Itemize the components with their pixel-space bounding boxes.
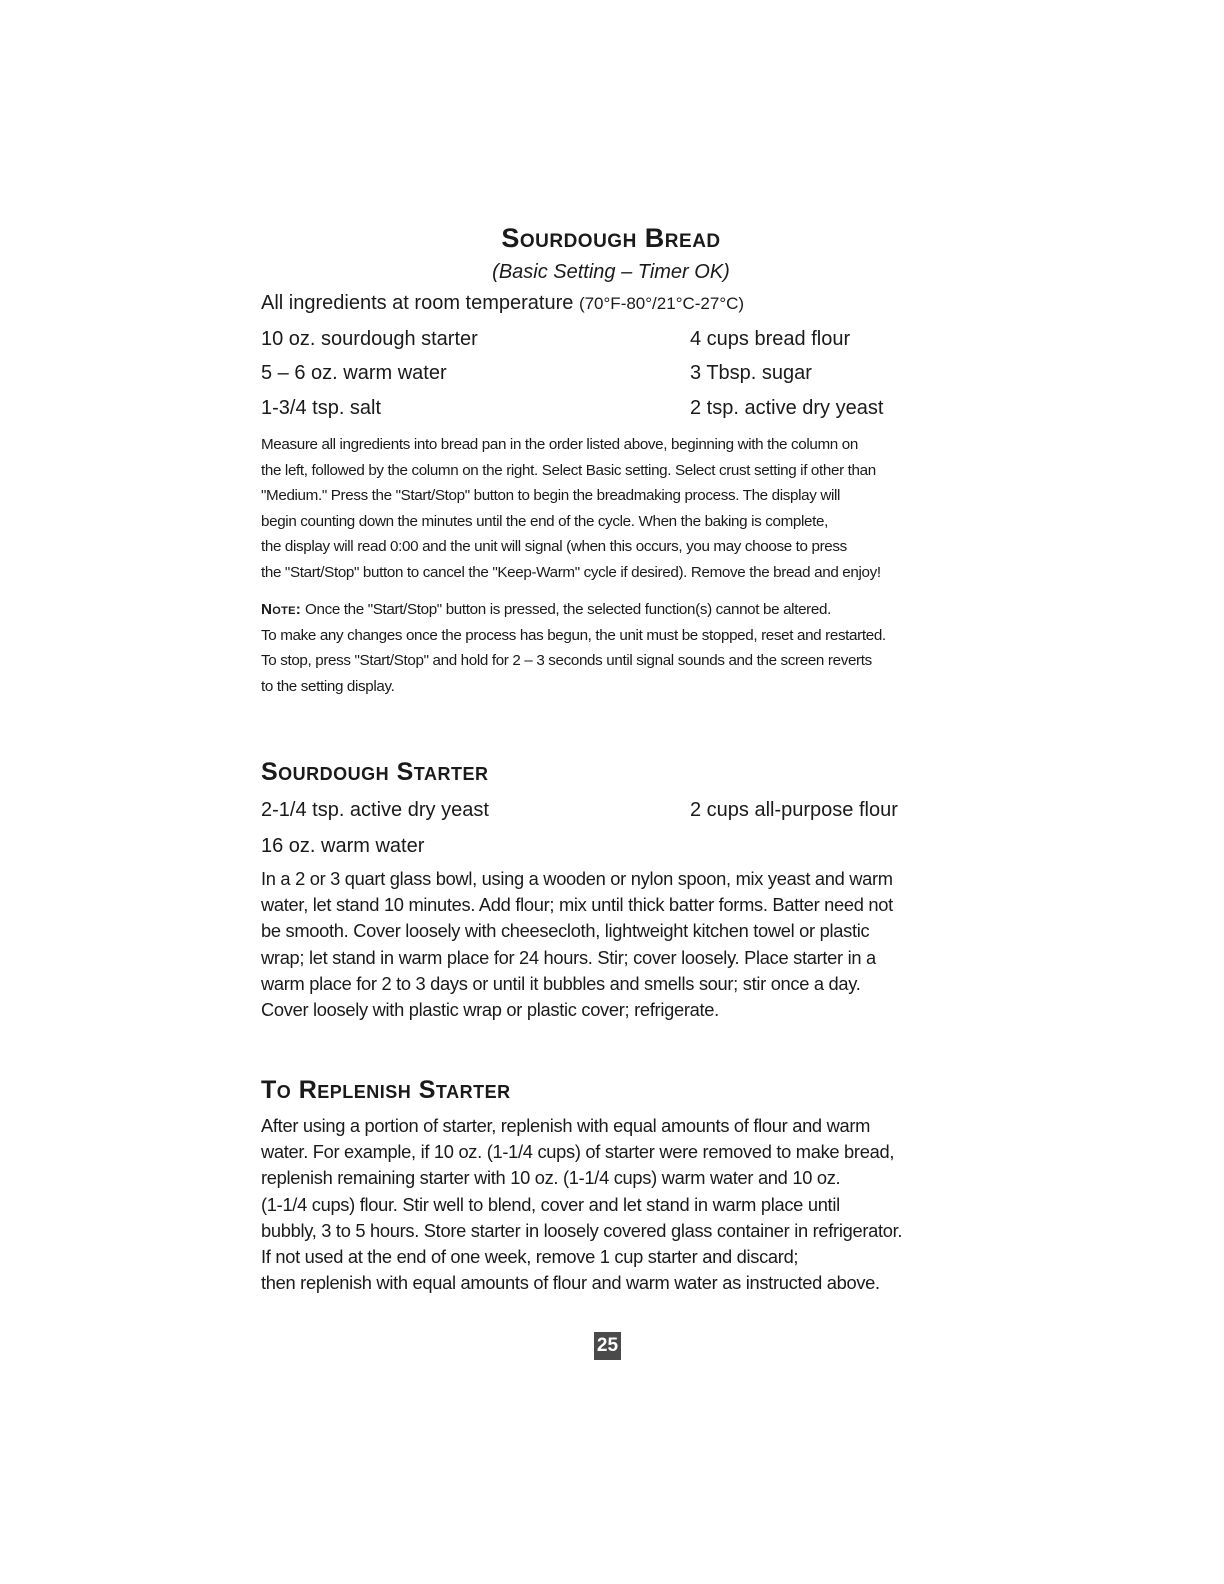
note-label: Note: xyxy=(261,601,302,618)
note-line: to the setting display. xyxy=(261,677,395,695)
instruction-line: wrap; let stand in warm place for 24 hours. Stir; cover loosely. Place starter in a xyxy=(261,946,876,968)
instruction-line: "Medium." Press the "Start/Stop" button to begin the breadmaking process. The display will xyxy=(261,487,841,504)
ingredient-right-3: 2 tsp. active dry yeast xyxy=(690,397,884,419)
ingredient-left-3: 1-3/4 tsp. salt xyxy=(261,397,382,419)
ingredient-left-1: 10 oz. sourdough starter xyxy=(261,328,478,350)
ingredient-left-2: 5 – 6 oz. warm water xyxy=(261,362,447,384)
instruction-line: If not used at the end of one week, remove 1 cup starter and discard; xyxy=(261,1246,799,1268)
instruction-line: replenish remaining starter with 10 oz. (1-1/4 cups) warm water and 10 oz. xyxy=(261,1167,841,1189)
starter-instructions xyxy=(261,866,961,1023)
page-number: 25 xyxy=(594,1332,621,1360)
instruction-line: After using a portion of starter, replenish with equal amounts of flour and warm xyxy=(261,1115,871,1136)
starter-ingredient-right-1: 2 cups all-purpose flour xyxy=(690,799,898,821)
instruction-line: bubbly, 3 to 5 hours. Store starter in loosely covered glass container in refrigerator. xyxy=(261,1219,903,1241)
ingredient-right-1: 4 cups bread flour xyxy=(690,328,851,350)
room-temp-label: All ingredients at room temperature xyxy=(261,292,574,314)
room-temp-value: (70°F-80°/21°C-27°C) xyxy=(578,294,745,313)
instruction-line: be smooth. Cover loosely with cheesecloth, lightweight kitchen towel or plastic xyxy=(261,920,870,942)
sourdough-bread-title: Sourdough Bread xyxy=(501,223,721,253)
instruction-line: the "Start/Stop" button to cancel the "Keep-Warm" cycle if desired). Remove the bread and enjoy! xyxy=(261,563,881,581)
instruction-line: then replenish with equal amounts of flour and warm water as instructed above. xyxy=(261,1272,880,1294)
sourdough-bread-subtitle: (Basic Setting – Timer OK) xyxy=(492,261,730,283)
starter-ingredient-left-2: 16 oz. warm water xyxy=(261,835,425,857)
instruction-line: water, let stand 10 minutes. Add flour; mix until thick batter forms. Batter need not xyxy=(261,894,893,916)
instruction-line: begin counting down the minutes until the end of the cycle. When the baking is complete, xyxy=(261,512,828,530)
instruction-line: Measure all ingredients into bread pan in the order listed above, beginning with the column on xyxy=(261,436,858,453)
instruction-line: warm place for 2 to 3 days or until it bubbles and smells sour; stir once a day. xyxy=(261,972,861,994)
instruction-line: In a 2 or 3 quart glass bowl, using a wooden or nylon spoon, mix yeast and warm xyxy=(261,868,893,889)
note-text: Once the "Start/Stop" button is pressed, the selected function(s) cannot be altered. xyxy=(305,601,831,618)
bread-note xyxy=(261,597,961,699)
replenish-instructions xyxy=(261,1113,961,1296)
starter-ingredient-left-1: 2-1/4 tsp. active dry yeast xyxy=(261,799,489,821)
note-first-line xyxy=(261,597,961,623)
note-line: To make any changes once the process has begun, the unit must be stopped, reset and restarted. xyxy=(261,626,886,644)
sourdough-starter-title: Sourdough Starter xyxy=(261,758,489,786)
instruction-line: water. For example, if 10 oz. (1-1/4 cups) of starter were removed to make bread, xyxy=(261,1141,895,1163)
replenish-starter-title: To Replenish Starter xyxy=(261,1076,511,1104)
ingredient-right-2: 3 Tbsp. sugar xyxy=(690,362,812,384)
instruction-line: the left, followed by the column on the right. Select Basic setting. Select crust setting if other than xyxy=(261,461,876,479)
instruction-line: (1-1/4 cups) flour. Stir well to blend, cover and let stand in warm place until xyxy=(261,1193,840,1215)
instruction-line: Cover loosely with plastic wrap or plastic cover; refrigerate. xyxy=(261,999,719,1021)
bread-instructions xyxy=(261,432,961,585)
note-line: To stop, press "Start/Stop" and hold for 2 – 3 seconds until signal sounds and the screen reverts xyxy=(261,652,872,669)
instruction-line: the display will read 0:00 and the unit will signal (when this occurs, you may choose to press xyxy=(261,538,847,555)
room-temperature-line xyxy=(261,289,744,318)
